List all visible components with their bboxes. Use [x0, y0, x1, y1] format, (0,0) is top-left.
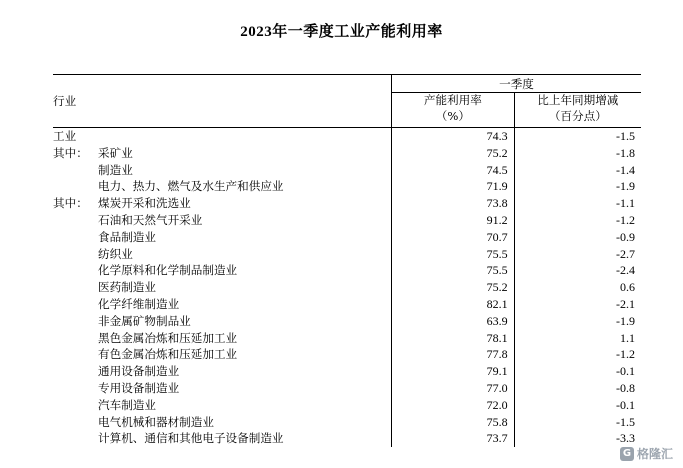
change-cell: -1.4	[616, 162, 635, 177]
industry-name: 非金属矿物制品业	[98, 313, 191, 328]
change-cell: -2.1	[616, 296, 635, 311]
industry-name: 通用设备制造业	[98, 364, 180, 379]
industry-name: 化学纤维制造业	[98, 296, 180, 311]
industry-cell	[53, 212, 392, 229]
industry-name: 工业	[53, 129, 77, 143]
industry-cell	[53, 313, 392, 330]
change-cell: -0.1	[616, 364, 635, 379]
header-group: 一季度	[392, 75, 641, 93]
industry-cell	[53, 363, 392, 380]
rate-cell: 72.0	[392, 397, 515, 414]
change-cell: -1.9	[616, 179, 635, 194]
change-cell: -1.9	[616, 313, 635, 328]
industry-cell	[53, 229, 392, 246]
table-row	[53, 128, 641, 145]
header-change	[514, 93, 641, 128]
industry-name: 汽车制造业	[98, 397, 156, 412]
industry-name: 制造业	[98, 162, 133, 177]
rate-cell: 74.3	[392, 128, 515, 145]
industry-cell	[53, 430, 392, 447]
table-row	[53, 145, 641, 162]
industry-name: 专用设备制造业	[98, 380, 180, 395]
change-cell: -2.7	[616, 246, 635, 261]
table-body	[53, 128, 641, 448]
rate-cell: 75.5	[392, 246, 515, 263]
table-row	[53, 195, 641, 212]
industry-name: 纺织业	[98, 246, 133, 261]
table-row	[53, 246, 641, 263]
table-row	[53, 162, 641, 179]
change-cell: -3.3	[616, 431, 635, 446]
change-cell: -0.1	[616, 397, 635, 412]
table-row	[53, 296, 641, 313]
watermark-text: 格隆汇	[636, 447, 673, 461]
rate-cell: 75.8	[392, 414, 515, 431]
rate-cell: 77.0	[392, 380, 515, 397]
table-row	[53, 346, 641, 363]
table-row	[53, 279, 641, 296]
industry-name: 电力、热力、燃气及水生产和供应业	[98, 179, 284, 194]
table-row	[53, 397, 641, 414]
change-cell: -1.2	[616, 347, 635, 362]
change-cell: -1.8	[616, 145, 635, 160]
rate-cell: 71.9	[392, 178, 515, 195]
rate-cell: 75.5	[392, 262, 515, 279]
table-row	[53, 229, 641, 246]
rate-cell: 74.5	[392, 162, 515, 179]
rate-cell: 75.2	[392, 279, 515, 296]
change-cell: -1.1	[616, 196, 635, 211]
table-row	[53, 363, 641, 380]
industry-cell	[53, 346, 392, 363]
industry-cell	[53, 262, 392, 279]
table-row	[53, 212, 641, 229]
header-industry: 行业	[53, 75, 392, 128]
table-row	[53, 380, 641, 397]
table-row	[53, 178, 641, 195]
change-cell: 0.6	[620, 280, 635, 295]
change-cell: -0.8	[616, 380, 635, 395]
industry-name: 食品制造业	[98, 229, 156, 244]
industry-name: 计算机、通信和其他电子设备制造业	[98, 431, 284, 446]
industry-name: 化学原料和化学制品制造业	[98, 263, 238, 278]
header-rate-unit: （%）	[435, 108, 470, 123]
header-rate-label: 产能利用率	[423, 93, 482, 107]
industry-cell	[53, 246, 392, 263]
capacity-utilization-table	[53, 74, 641, 447]
header-change-unit: （百分点）	[548, 108, 607, 123]
rate-cell: 75.2	[392, 145, 515, 162]
header-change-label: 比上年同期增减	[537, 93, 619, 107]
industry-cell	[53, 195, 392, 212]
rate-cell: 79.1	[392, 363, 515, 380]
table-row	[53, 313, 641, 330]
change-cell: -0.9	[616, 229, 635, 244]
industry-cell	[53, 128, 392, 145]
rate-cell: 82.1	[392, 296, 515, 313]
logo-icon: G	[620, 447, 634, 461]
rate-cell: 73.8	[392, 195, 515, 212]
industry-name: 黑色金属冶炼和压延加工业	[98, 330, 238, 345]
table-row	[53, 330, 641, 347]
change-cell: -1.5	[616, 129, 635, 143]
industry-name: 医药制造业	[98, 280, 156, 295]
industry-cell	[53, 162, 392, 179]
industry-name: 石油和天然气开采业	[98, 212, 203, 227]
row-prefix: 其中：	[53, 145, 88, 160]
rate-cell: 91.2	[392, 212, 515, 229]
rate-cell: 77.8	[392, 346, 515, 363]
industry-cell	[53, 279, 392, 296]
industry-cell	[53, 296, 392, 313]
industry-name: 有色金属冶炼和压延加工业	[98, 347, 238, 362]
industry-name: 煤炭开采和洗选业	[98, 196, 191, 211]
row-prefix: 其中：	[53, 196, 88, 211]
industry-name: 电气机械和器材制造业	[98, 414, 214, 429]
rate-cell: 78.1	[392, 330, 515, 347]
change-cell: 1.1	[620, 330, 635, 345]
table-row	[53, 414, 641, 431]
header-rate	[392, 93, 515, 128]
rate-cell: 63.9	[392, 313, 515, 330]
industry-cell	[53, 397, 392, 414]
table-row	[53, 262, 641, 279]
change-cell: -1.5	[616, 414, 635, 429]
industry-cell	[53, 414, 392, 431]
rate-cell: 73.7	[392, 430, 515, 447]
change-cell: -1.2	[616, 212, 635, 227]
industry-cell	[53, 145, 392, 162]
rate-cell: 70.7	[392, 229, 515, 246]
change-cell: -2.4	[616, 263, 635, 278]
watermark	[620, 445, 673, 462]
table-row	[53, 430, 641, 447]
industry-name: 采矿业	[98, 145, 133, 160]
page-title: 2023年一季度工业产能利用率	[240, 24, 443, 40]
industry-cell	[53, 380, 392, 397]
industry-cell	[53, 330, 392, 347]
industry-cell	[53, 178, 392, 195]
